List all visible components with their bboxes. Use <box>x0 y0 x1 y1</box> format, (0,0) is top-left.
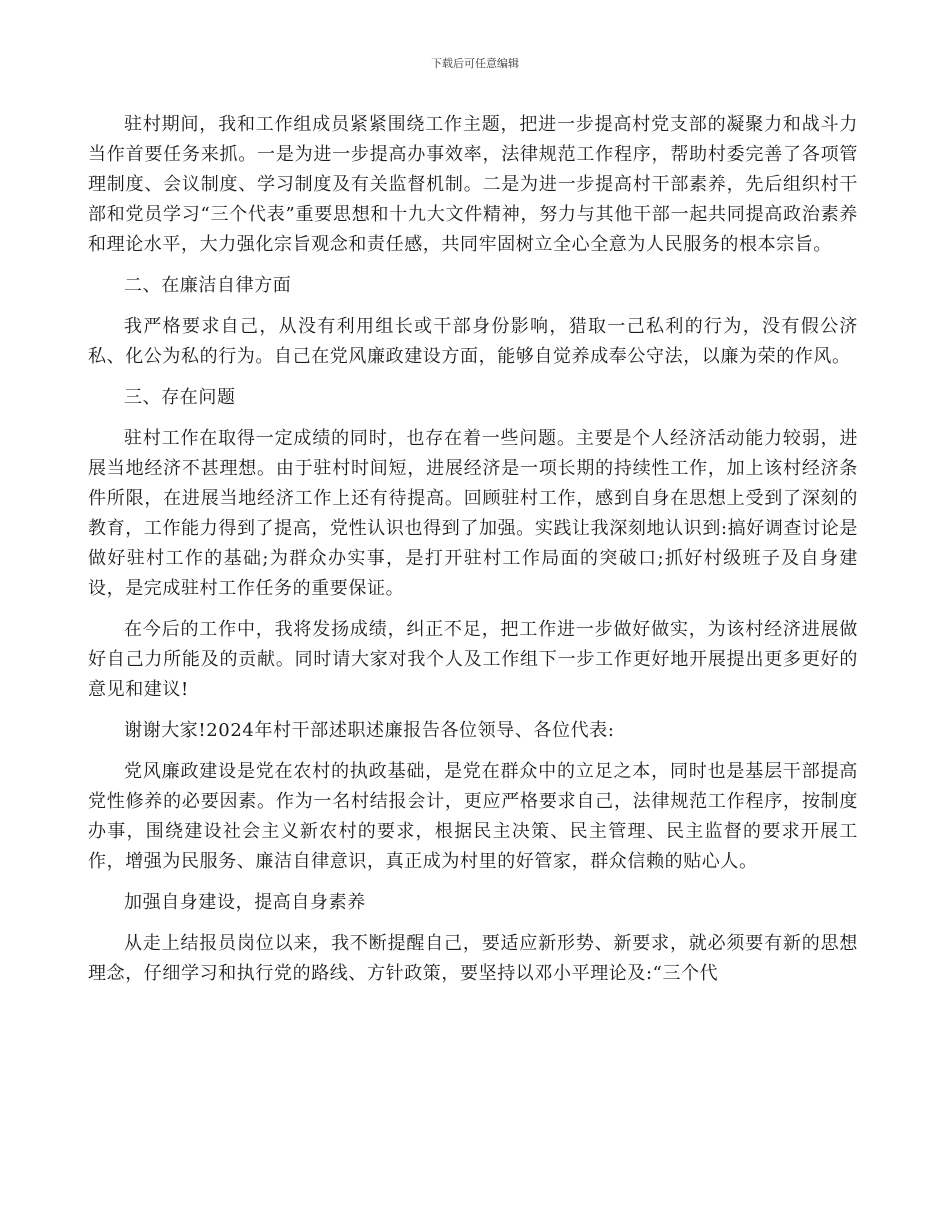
section-heading-problems: 三、存在问题 <box>124 387 236 408</box>
paragraph-party-conduct: 党风廉政建设是党在农村的执政基础，是党在群众中的立足之本，同时也是基层干部提高党性修养的必要因素。作为一名村结报会计，更应严格要求自己，法律规范工作程序，按制度办事，围绕建设社会主义新农村的要求，根据民主决策、民主管理、民主监督的要求开展工作，增强为民服务、廉洁自律意识，真正成为村里的好管家，群众信赖的贴心人。 <box>88 761 858 872</box>
paragraph-work-focus: 驻村期间，我和工作组成员紧紧围绕工作主题，把进一步提高村党支部的凝聚力和战斗力当作首要任务来抓。一是为进一步提高办事效率，法律规范工作程序，帮助村委完善了各项管理制度、会议制度、学习制度及有关监督机制。二是为进一步提高村干部素养，先后组织村干部和党员学习“三个代表”重要思想和十九大文件精神，努力与其他干部一起共同提高政治素养和理论水平，大力强化宗旨观念和责任感，共同牢固树立全心全意为人民服务的根本宗旨。 <box>88 114 858 255</box>
section-heading-self-building: 加强自身建设，提高自身素养 <box>124 892 366 913</box>
paragraph-self-building: 从走上结报员岗位以来，我不断提醒自己，要适应新形势、新要求，就必须要有新的思想理念，仔细学习和执行党的路线、方针政策，要坚持以邓小平理论及:“三个代 <box>88 933 858 984</box>
document-body <box>88 110 858 1000</box>
section-heading-integrity: 二、在廉洁自律方面 <box>124 275 292 296</box>
paragraph-problems: 驻村工作在取得一定成绩的同时，也存在着一些问题。主要是个人经济活动能力较弱，进展当地经济不甚理想。由于驻村时间短，进展经济是一项长期的持续性工作，加上该村经济条件所限，在进展当地经济工作上还有待提高。回顾驻村工作，感到自身在思想上受到了深刻的教育，工作能力得到了提高，党性认识也得到了加强。实践让我深刻地认识到:搞好调查讨论是做好驻村工作的基础;为群众办实事，是打开驻村工作局面的突破口;抓好村级班子及自身建设，是完成驻村工作任务的重要保证。 <box>88 428 858 599</box>
paragraph-future-work: 在今后的工作中，我将发扬成绩，纠正不足，把工作进一步做好做实，为该村经济进展做好自己力所能及的贡献。同时请大家对我个人及工作组下一步工作更好地开展提出更多更好的意见和建议! <box>88 619 858 700</box>
paragraph-thanks-and-greeting: 谢谢大家!2024年村干部述职述廉报告各位领导、各位代表: <box>124 720 615 741</box>
paragraph-integrity: 我严格要求自己，从没有利用组长或干部身份影响，猎取一己私利的行为，没有假公济私、化公为私的行为。自己在党风廉政建设方面，能够自觉养成奉公守法，以廉为荣的作风。 <box>88 316 858 367</box>
page-header: 下载后可任意编辑 <box>431 57 519 70</box>
